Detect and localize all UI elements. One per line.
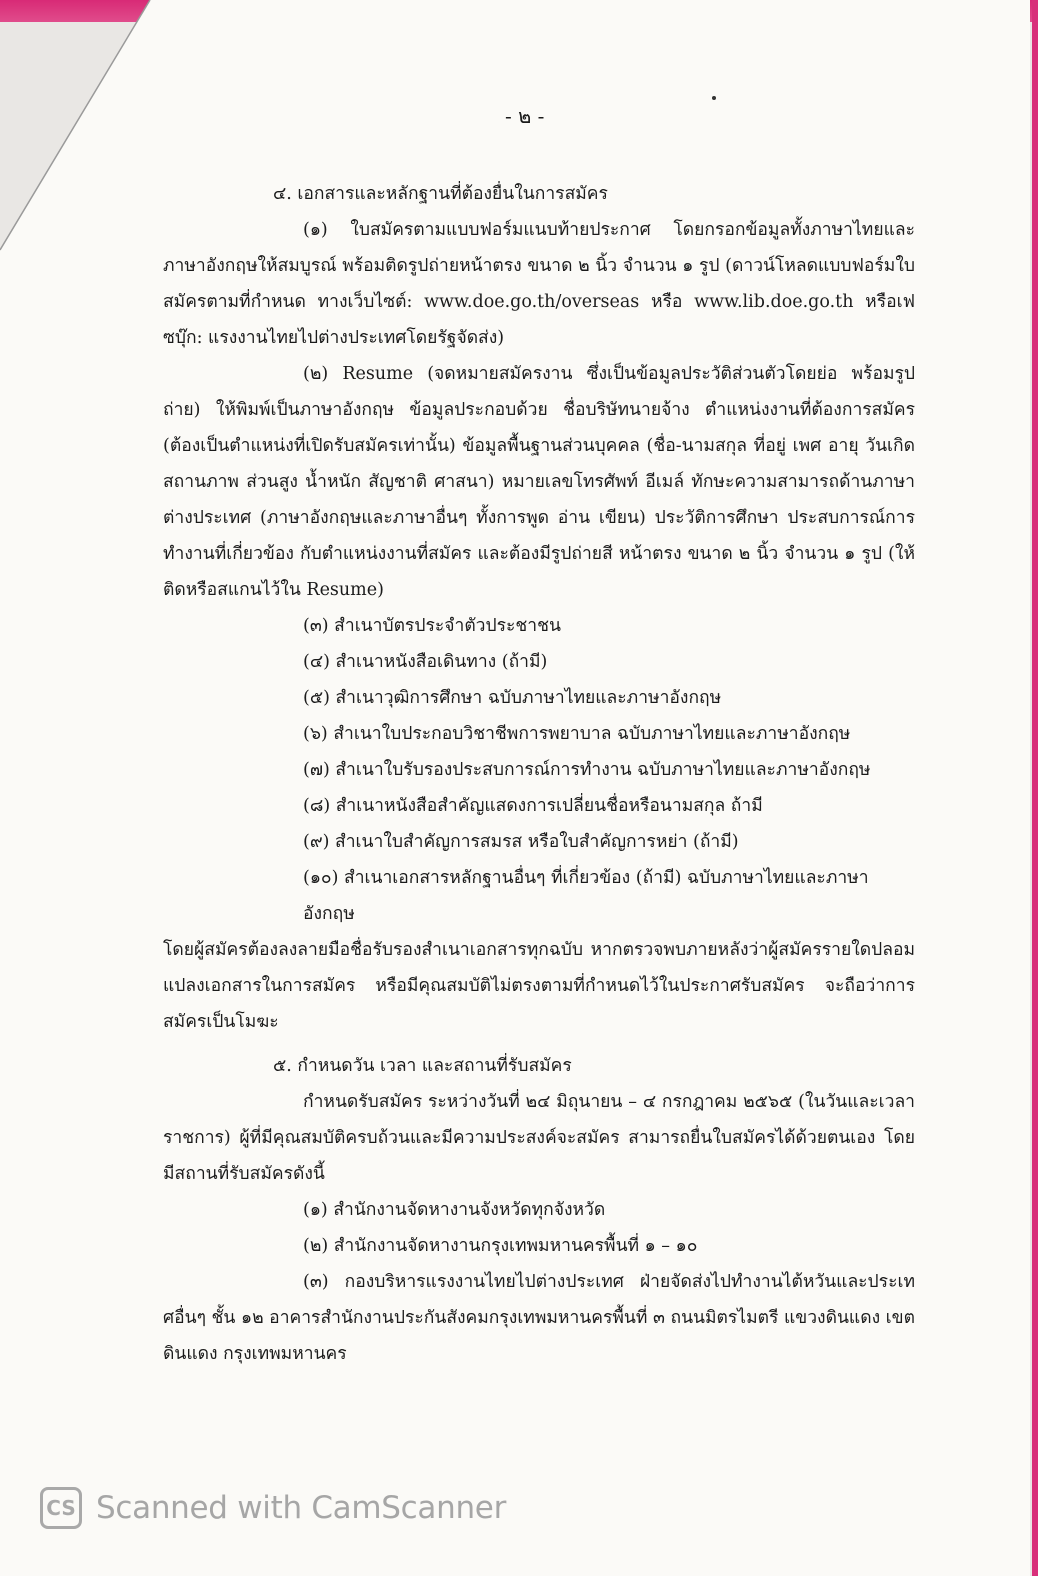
section-5-place-3: (๓) กองบริหารแรงงานไทยไปต่างประเทศ ฝ่ายจัดส่งไปทำงานไต้หวันและประเทศอื่นๆ ชั้น ๑๒ อาคารสำนักงานประกันสังคมกรุงเทพมหานครพื้นที่ ๓ ถนนมิตรไมตรี แขวงดินแดง เขตดินแดง กรุงเทพมหานคร <box>163 1272 915 1364</box>
section-4-item-6: (๖) สำเนาใบประกอบวิชาชีพการพยาบาล ฉบับภาษาไทยและภาษาอังกฤษ <box>303 724 851 744</box>
section-4-item-10: (๑๐) สำเนาเอกสารหลักฐานอื่นๆ ที่เกี่ยวข้อง (ถ้ามี) ฉบับภาษาไทยและภาษาอังกฤษ <box>303 868 869 924</box>
section-4-item-8: (๘) สำเนาหนังสือสำคัญแสดงการเปลี่ยนชื่อหรือนามสกุล ถ้ามี <box>303 796 763 816</box>
section-5-heading: ๕. กำหนดวัน เวลา และสถานที่รับสมัคร <box>273 1056 572 1076</box>
section-4-item-7: (๗) สำเนาใบรับรองประสบการณ์การทำงาน ฉบับภาษาไทยและภาษาอังกฤษ <box>303 760 871 780</box>
section-spacer <box>163 1040 915 1048</box>
section-4-note: โดยผู้สมัครต้องลงลายมือชื่อรับรองสำเนาเอกสารทุกฉบับ หากตรวจพบภายหลังว่าผู้สมัครรายใดปลอมแปลงเอกสารในการสมัคร หรือมีคุณสมบัติไม่ตรงตามที่กำหนดไว้ในประกาศรับสมัคร จะถือว่าการสมัครเป็นโมฆะ <box>163 940 915 1032</box>
speck-mark <box>712 96 716 100</box>
section-4-item-3: (๓) สำเนาบัตรประจำตัวประชาชน <box>303 616 561 636</box>
section-4-item-1: (๑) ใบสมัครตามแบบฟอร์มแนบท้ายประกาศ โดยกรอกข้อมูลทั้งภาษาไทยและภาษาอังกฤษให้สมบูรณ์ พร้อมติดรูปถ่ายหน้าตรง ขนาด ๒ นิ้ว จำนวน ๑ รูป (ดาวน์โหลดแบบฟอร์มใบสมัครตามที่กำหนด ทางเว็บไซต์: www.doe.go.th/overseas หรือ www.lib.doe.go.th หรือเฟซบุ๊ก: แรงงานไทยไปต่างประเทศโดยรัฐจัดส่ง) <box>163 220 915 348</box>
pink-background-right-edge <box>1032 0 1038 1576</box>
camscanner-logo-icon: CS <box>40 1487 82 1529</box>
section-4-item-4: (๔) สำเนาหนังสือเดินทาง (ถ้ามี) <box>303 652 548 672</box>
page-number: - ๒ - <box>505 104 545 128</box>
section-4-item-2: (๒) Resume (จดหมายสมัครงาน ซึ่งเป็นข้อมูลประวัติส่วนตัวโดยย่อ พร้อมรูปถ่าย) ให้พิมพ์เป็นภาษาอังกฤษ ข้อมูลประกอบด้วย ชื่อบริษัทนายจ้าง ตำแหน่งงานที่ต้องการสมัคร (ต้องเป็นตำแหน่งที่เปิดรับสมัครเท่านั้น) ข้อมูลพื้นฐานส่วนบุคคล (ชื่อ-นามสกุล ที่อยู่ เพศ อายุ วันเกิด สถานภาพ ส่วนสูง น้ำหนัก สัญชาติ ศาสนา) หมายเลขโทรศัพท์ อีเมล์ ทักษะความสามารถด้านภาษาต่างประเทศ (ภาษาอังกฤษและภาษาอื่นๆ ทั้งการพูด อ่าน เขียน) ประวัติการศึกษา ประสบการณ์การทำงานที่เกี่ยวข้อง กับตำแหน่งงานที่สมัคร และต้องมีรูปถ่ายสี หน้าตรง ขนาด ๒ นิ้ว จำนวน ๑ รูป (ให้ติดหรือสแกนไว้ใน Resume) <box>163 364 915 600</box>
section-4-item-5: (๕) สำเนาวุฒิการศึกษา ฉบับภาษาไทยและภาษาอังกฤษ <box>303 688 722 708</box>
watermark-text: Scanned with CamScanner <box>96 1490 507 1526</box>
document-body <box>163 176 915 1372</box>
section-5-place-2: (๒) สำนักงานจัดหางานกรุงเทพมหานครพื้นที่ ๑ – ๑๐ <box>303 1236 698 1256</box>
section-4-heading: ๔. เอกสารและหลักฐานที่ต้องยื่นในการสมัคร <box>273 184 608 204</box>
camscanner-watermark <box>40 1483 506 1533</box>
section-4-item-9: (๙) สำเนาใบสำคัญการสมรส หรือใบสำคัญการหย่า (ถ้ามี) <box>303 832 739 852</box>
section-5-place-1: (๑) สำนักงานจัดหางานจังหวัดทุกจังหวัด <box>303 1200 606 1220</box>
section-5-intro: กำหนดรับสมัคร ระหว่างวันที่ ๒๔ มิถุนายน – ๔ กรกฎาคม ๒๕๖๕ (ในวันและเวลาราชการ) ผู้ที่มีคุณสมบัติครบถ้วนและมีความประสงค์จะสมัคร สามารถยื่นใบสมัครได้ด้วยตนเอง โดยมีสถานที่รับสมัครดังนี้ <box>163 1092 915 1184</box>
